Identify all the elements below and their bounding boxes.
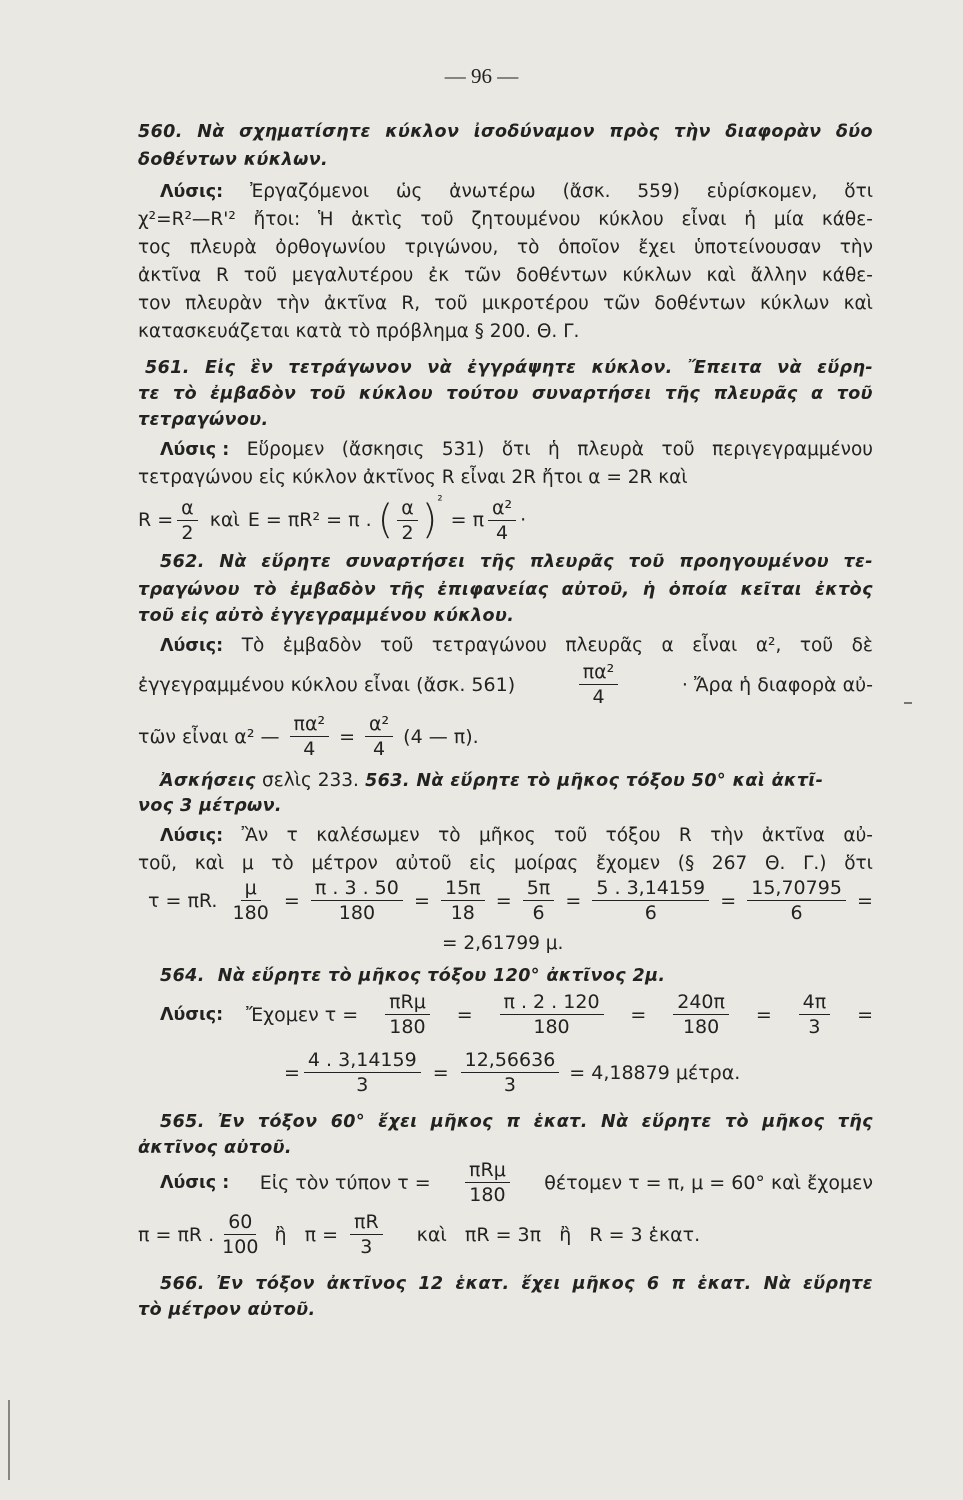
exercise-561-solution-line: Λύσις : Εὕρομεν (ἄσκησις 531) ὅτι ἡ πλευρὰ τοῦ περιγεγραμμένου (160, 436, 873, 464)
exercise-566-title-cont: τὸ μέτρον αὐτοῦ. (138, 1300, 316, 1320)
formula-565-cont: π = πR . $\frac{60}{100}$ ἢ π = $\frac{\pi R}{3}$ καὶ πR = 3π ἢ R = 3 ἑκατ. (138, 1211, 701, 1258)
formula-563-result: = 2,61799 μ. (442, 933, 564, 954)
formula-564: Λύσις: Ἔχομεν τ = $\frac{\text{πRμ}}{180}$ = $\frac{\pi . 2 . 120}{180}$ = $\frac{240\pi}{180}$ = $\frac{4\pi}{3}$ = (160, 991, 873, 1038)
exercise-561-title: 561. Εἰς ἓν τετράγωνον νὰ ἐγγράψητε κύκλον. Ἔπειτα νὰ εὕρη- (145, 358, 873, 378)
scan-mark (8, 1400, 10, 1480)
text-line: ἀκτῖνα R τοῦ μεγαλυτέρου ἐκ τῶν δοθέντων κύκλων καὶ ἄλλην κάθε- (138, 265, 873, 286)
exercise-565-title: 565. Ἐν τόξον 60° ἔχει μῆκος π ἑκατ. Νὰ εὕρητε τὸ μῆκος τῆς (160, 1112, 873, 1132)
exercise-562-title-cont: τραγώνου τὸ ἐμβαδὸν τῆς ἐπιφανείας αὐτοῦ, ἡ ὁποία κεῖται ἐκτὸς (138, 580, 873, 600)
solution-label: Λύσις: (160, 182, 224, 202)
text-line: τος πλευρὰ ὀρθογωνίου τριγώνου, τὸ ὁποῖον ἔχει ὑποτείνουσαν τὴν (138, 237, 873, 258)
exercise-560-title: 560. Νὰ σχηματίσητε κύκλον ἰσοδύναμον πρὸς τὴν διαφορὰν δύο (138, 122, 873, 142)
text-line: τετραγώνου εἰς κύκλον ἀκτῖνος R εἶναι 2R ἤτοι α = 2R καὶ (138, 467, 688, 488)
scan-mark (904, 702, 912, 704)
exercise-560-solution-line: Λύσις: Ἐργαζόμενοι ὡς ἀνωτέρω (ἄσκ. 559) εὑρίσκομεν, ὅτι (160, 178, 873, 206)
exercise-563-title: Ἀσκήσεις σελὶς 233. 563. Νὰ εὕρητε τὸ μῆκος τόξου 50° καὶ ἀκτῖ- (160, 770, 824, 791)
exercise-562-solution-line: Λύσις: Τὸ ἐμβαδὸν τοῦ τετραγώνου πλευρᾶς α εἶναι α², τοῦ δὲ (160, 632, 873, 660)
text-line: χ²=R²—R'² ἤτοι: Ἡ ἀκτὶς τοῦ ζητουμένου κύκλου εἶναι ἡ μία κάθε- (138, 209, 873, 230)
exercise-564-title: 564. Νὰ εὕρητε τὸ μῆκος τόξου 120° ἀκτῖνος 2μ. (160, 966, 666, 986)
solution-label: Λύσις : (160, 1172, 230, 1193)
exercise-560-title-cont: δοθέντων κύκλων. (138, 150, 329, 170)
solution-label: Λύσις : (160, 440, 230, 460)
formula-564-cont: = $\frac{4 . 3,14159}{3}$ = $\frac{12,56636}{3}$ = 4,18879 μέτρα. (284, 1049, 741, 1096)
formula-565: Λύσις : Εἰς τὸν τύπον τ = $\frac{\text{πRμ}}{180}$ θέτομεν τ = π, μ = 60° καὶ ἔχομεν (160, 1159, 873, 1206)
formula-562-line: ἐγγεγραμμένου κύκλου εἶναι (ἄσκ. 561) $\frac{\text{πα²}}{4}$ · Ἄρα ἡ διαφορὰ αὐ- (138, 661, 873, 708)
formula-563: τ = πR. $\frac{\mu}{180}$ = $\frac{\pi . 3 . 50}{180}$ = $\frac{15\pi}{18}$ = $\frac{5\pi}{6}$ = $\frac{5 . 3,14159}{6}$ = $\frac{15,70795}{6}$ = (148, 877, 873, 924)
exercise-563-title-cont: νος 3 μέτρων. (138, 796, 282, 816)
exercise-562-title: 562. Νὰ εὕρητε συναρτήσει τῆς πλευρᾶς τοῦ προηγουμένου τε- (160, 552, 873, 572)
text-line: κατασκευάζεται κατὰ τὸ πρόβλημα § 200. Θ. Γ. (138, 321, 580, 342)
text-line: τοῦ, καὶ μ τὸ μέτρον αὐτοῦ εἰς μοίρας ἔχομεν (§ 267 Θ. Γ.) ὅτι (138, 853, 873, 874)
exercise-562-title-cont: τοῦ εἰς αὐτὸ ἐγγεγραμμένου κύκλου. (138, 606, 515, 626)
solution-label: Λύσις: (160, 826, 224, 846)
text-line: τον πλευρὰν τὴν ἀκτῖνα R, τοῦ μικροτέρου τῶν δοθέντων κύκλων καὶ (138, 293, 873, 314)
exercise-565-title-cont: ἀκτῖνος αὐτοῦ. (138, 1138, 292, 1158)
solution-label: Λύσις: (160, 636, 224, 656)
exercise-563-solution-line: Λύσις: Ἂν τ καλέσωμεν τὸ μῆκος τοῦ τόξου R τὴν ἀκτῖνα αὐ- (160, 822, 873, 850)
page-number: — 96 — (444, 64, 519, 88)
formula-562-diff: τῶν εἶναι α² — $\frac{\text{πα²}}{4}$ = $\frac{\text{α²}}{4}$ (4 — π). (138, 713, 479, 760)
exercise-561-title-cont: τε τὸ ἐμβαδὸν τοῦ κύκλου τούτου συναρτήσει τῆς πλευρᾶς α τοῦ (138, 384, 873, 404)
formula-561: R = $\frac{\alpha}{2}$ καὶ E = πR² = π . ( $\frac{\alpha}{2}$ ) ² = π $\frac{\text{α²}}{4}$ · (138, 494, 527, 544)
exercise-561-title-cont: τετραγώνου. (138, 410, 269, 430)
solution-label: Λύσις: (160, 1004, 224, 1025)
exercise-566-title: 566. Ἐν τόξον ἀκτῖνος 12 ἑκατ. ἔχει μῆκος 6 π ἑκατ. Νὰ εὕρητε (160, 1274, 873, 1294)
